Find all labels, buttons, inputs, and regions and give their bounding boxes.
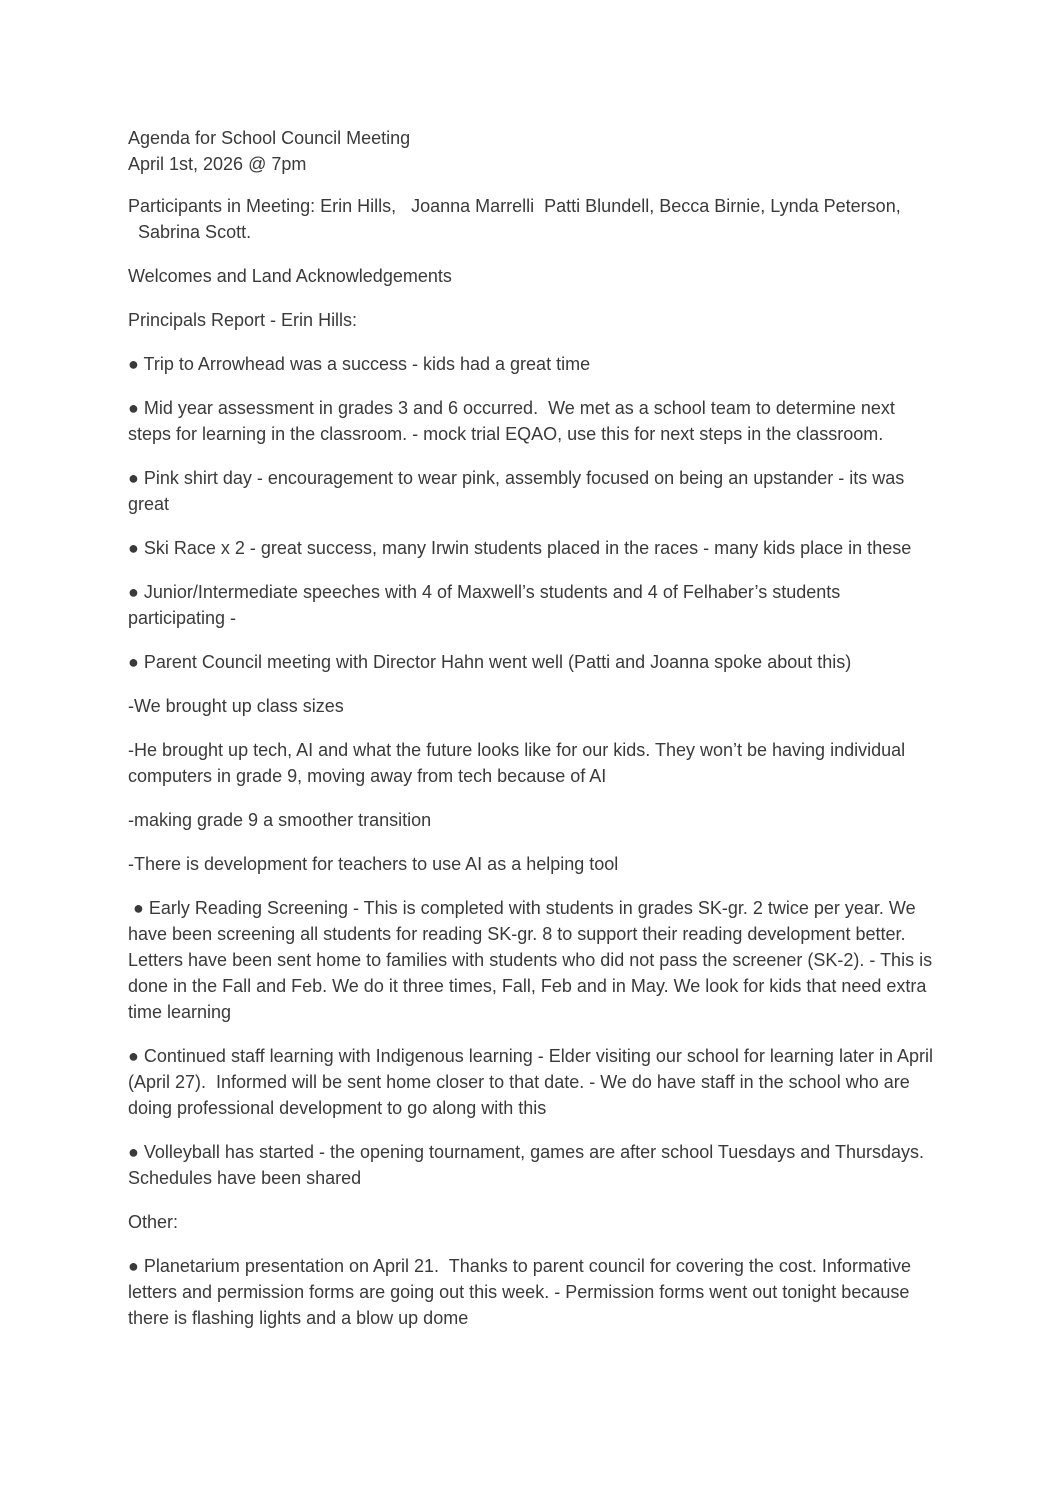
- participants-line-continued: Sabrina Scott.: [128, 222, 252, 242]
- report-note-class-sizes: -We brought up class sizes: [128, 696, 344, 716]
- report-note-tech-ai: -He brought up tech, AI and what the future looks like for our kids. They won’t be having individual computers in grade 9, moving away from tech because of AI: [128, 740, 911, 786]
- report-item-volleyball: ● Volleyball has started - the opening tournament, games are after school Tuesdays and Thursdays. Schedules have been shared: [128, 1142, 935, 1188]
- other-heading: Other:: [128, 1212, 179, 1232]
- document-title: Agenda for School Council Meeting: [128, 128, 411, 148]
- welcome-heading: Welcomes and Land Acknowledgements: [128, 266, 452, 286]
- report-item-pink-shirt: ● Pink shirt day - encouragement to wear pink, assembly focused on being an upstander - its was great: [128, 468, 910, 514]
- meeting-date: April 1st, 2026 @ 7pm: [128, 154, 307, 174]
- report-note-grade9: -making grade 9 a smoother transition: [128, 810, 432, 830]
- participants-line: Participants in Meeting: Erin Hills, Joanna Marrelli Patti Blundell, Becca Birnie, Lynda Peterson,: [128, 196, 901, 216]
- report-item-assessment: ● Mid year assessment in grades 3 and 6 occurred. We met as a school team to determine next steps for learning in the classroom. - mock trial EQAO, use this for next steps in the classroom.: [128, 398, 900, 444]
- report-item-arrowhead: ● Trip to Arrowhead was a success - kids had a great time: [128, 354, 591, 374]
- report-item-speeches: ● Junior/Intermediate speeches with 4 of Maxwell’s students and 4 of Felhaber’s students participating -: [128, 582, 846, 628]
- report-item-ski-race: ● Ski Race x 2 - great success, many Irwin students placed in the races - many kids place in these: [128, 538, 912, 558]
- document-page: [128, 125, 938, 1331]
- report-item-director-meeting: ● Parent Council meeting with Director Hahn went well (Patti and Joanna spoke about this): [128, 652, 852, 672]
- principal-report-heading: Principals Report - Erin Hills:: [128, 310, 358, 330]
- report-note-teacher-ai: -There is development for teachers to use AI as a helping tool: [128, 854, 619, 874]
- other-item-planetarium: ● Planetarium presentation on April 21. Thanks to parent council for covering the cost. Informative letters and permission forms are going out this week. - Permission forms went out tonight because there is flashing lights and a blow up dome: [128, 1256, 916, 1328]
- report-item-indigenous-learning: ● Continued staff learning with Indigenous learning - Elder visiting our school for learning later in April (April 27). Informed will be sent home closer to that date. - We do have staff in the school who are doing professional development to go along with this: [128, 1046, 939, 1118]
- report-item-reading-screening: ● Early Reading Screening - This is completed with students in grades SK-gr. 2 twice per year. We have been screening all students for reading SK-gr. 8 to support their reading development better. Letters have been sent home to families with students who did not pass the screener (SK-2). - This is done in the Fall and Feb. We do it three times, Fall, Feb and in May. We look for kids that need extra time learning: [128, 898, 938, 1022]
